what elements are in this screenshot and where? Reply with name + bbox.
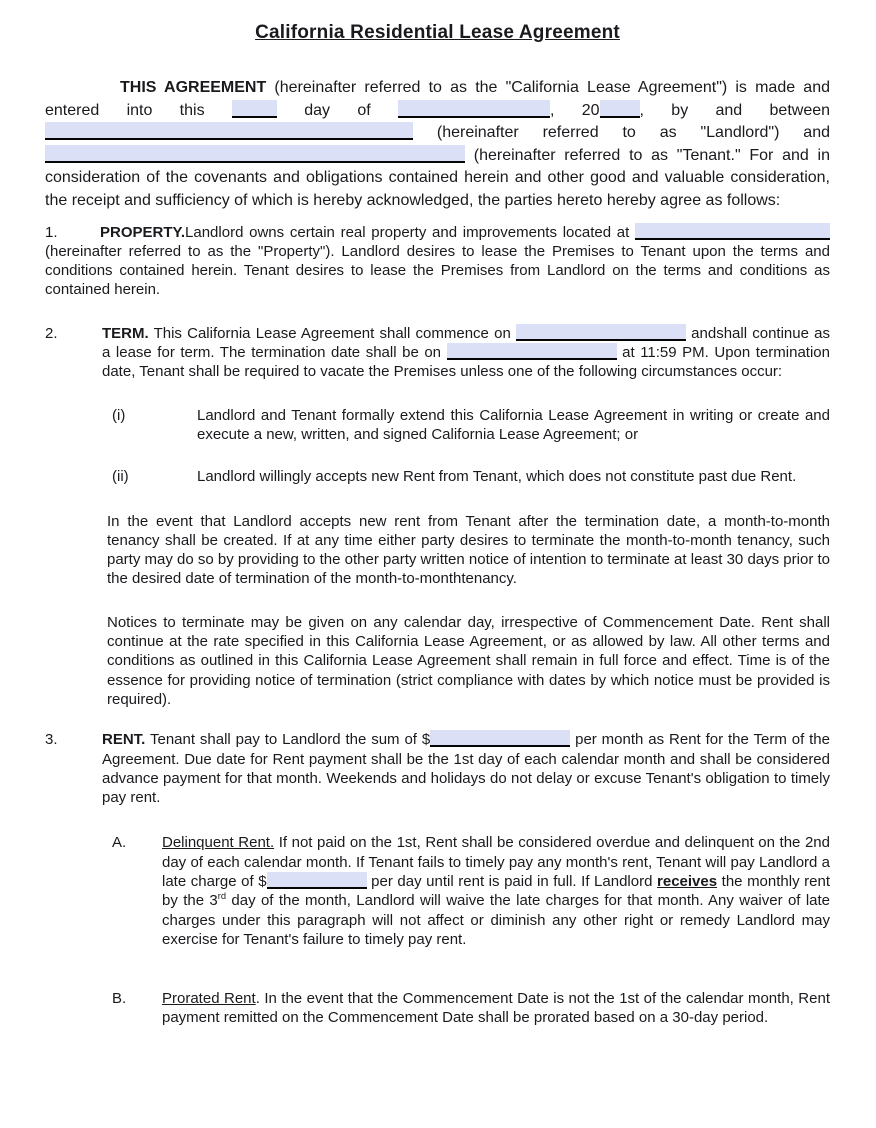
section-number: 3. [45,731,58,749]
text-run: (hereinafter referred to as "Landlord") and [413,124,830,142]
text-run: Prorated Rent [162,990,256,1008]
fill-in-blank[interactable] [45,145,465,163]
text-run: at 11:59 PM. Upon termination date, Tenant shall be required to vacate the Premises unless one of the following circumstances occur: [102,344,830,381]
text-run: (hereinafter referred to as the "Property"). Landlord desires to lease the Premises to Tenant upon the terms and conditions contained herein. Tenant desires to lease the Premises from Landlord on the terms and conditions as contained herein. [45,242,830,299]
list-item-body [162,990,830,1026]
fill-in-blank[interactable] [398,100,550,118]
text-run: the monthly rent by the 3 [162,872,831,910]
section-rent [45,730,830,807]
text-run: Delinquent Rent. [162,834,275,852]
section-body [45,224,830,299]
text-run: , by and between [639,101,831,119]
text-run: RENT. [102,731,146,749]
section-property [45,223,830,300]
section-number: 2. [45,324,58,342]
fill-in-blank[interactable] [447,343,617,360]
text-run: This California Lease Agreement shall commence on [148,324,516,342]
list-item-label: A. [112,834,127,852]
list-item-label: (i) [112,406,126,424]
text-run: day of the month, Landlord will waive the late charges for that month. Any waiver of late charges under this paragraph will not affect or diminish any other right or remedy Landlord may exercise for Tenant's failure to timely pay rent. [162,892,830,948]
fill-in-blank[interactable] [232,100,277,118]
list-item-label: (ii) [112,468,129,486]
text-run: per day until rent is paid in full. If Landlord [366,872,658,890]
section-body [102,325,830,381]
text-run: day of [276,101,398,119]
term-item-i [112,406,830,445]
term-item-ii [112,467,830,486]
text-run: TERM. [102,324,149,342]
fill-in-blank[interactable] [516,324,686,341]
text-run: THIS AGREEMENT [120,79,267,96]
text-run: per month as Rent for the Term of the Agreement. Due date for Rent payment shall be the 1st day of each calendar month and shall be considered advance payment for that month. Weekends and holidays do not delay or excuse Tenant's obligation to timely pay rent. [102,731,830,807]
section-body [102,731,830,806]
text-run: In the event that Landlord accepts new rent from Tenant after the termination date, a month-to-month tenancy shall be created. If at any time either party desires to terminate the month-to-month tenancy, such party may do so by providing to the other party written notice of intention to terminate at least 30 days prior to the desired date of termination of the month-to-monthtenancy. [107,512,830,588]
page-title: California Residential Lease Agreement [255,22,620,43]
text-run: . In the event that the Commencement Date is not the 1st of the calendar month, Rent payment remitted on the Commencement Date shall be prorated based on a 30-day period. [162,990,830,1027]
text-run: (hereinafter referred to as the "California Lease Agreement") is made and entered into this [45,79,830,119]
text-run: PROPERTY. [100,223,186,241]
rent-item-prorated [112,989,830,1028]
text-run: rd [217,891,227,902]
fill-in-blank[interactable] [635,223,830,240]
section-term [45,324,830,382]
text-run: andshall continue as a lease for term. The termination date shall be on [102,324,831,362]
text-run: (hereinafter referred to as "Tenant." For and in consideration of the covenants and obligations contained herein and other good and valuable consideration, the receipt and sufficiency of which is hereby acknowledged, the parties hereto hereby agree as follows: [45,146,830,209]
text-run: Landlord owns certain real property and improvements located at [185,223,635,241]
text-run: Tenant shall pay to Landlord the sum of $ [145,731,431,749]
fill-in-blank[interactable] [45,122,413,140]
list-item-label: B. [112,990,127,1008]
term-paragraph-month-to-month [107,512,830,589]
list-item-body [197,407,830,443]
text-run: Notices to terminate may be given on any calendar day, irrespective of Commencement Date. Rent shall continue at the rate specified in this California Lease Agreement, or as allowed by law. All other terms and conditions as outlined in this California Lease Agreement shall remain in full force and effect. Time is of the essence for providing notice of termination (strict compliance with dates by which notice must be provided is required). [107,613,830,708]
text-run: receives [657,872,718,890]
fill-in-blank[interactable] [600,100,640,118]
intro-paragraph [45,77,830,213]
section-number: 1. [45,223,58,241]
text-run: Landlord and Tenant formally extend this California Lease Agreement in writing or create and execute a new, written, and signed California Lease Agreement; or [197,406,830,443]
text-run: Landlord willingly accepts new Rent from Tenant, which does not constitute past due Rent. [197,468,797,486]
list-item-body [197,468,796,485]
text-run: If not paid on the 1st, Rent shall be considered overdue and delinquent on the 2nd day of each calendar month. If Tenant fails to timely pay any month's rent, Tenant will pay Landlord a late charge of $ [162,834,830,890]
list-item-body [162,834,830,947]
rent-item-delinquent [112,833,830,949]
term-paragraph-notices [107,613,830,709]
text-run: , 20 [549,101,600,119]
fill-in-blank[interactable] [267,872,367,889]
fill-in-blank[interactable] [430,730,570,747]
